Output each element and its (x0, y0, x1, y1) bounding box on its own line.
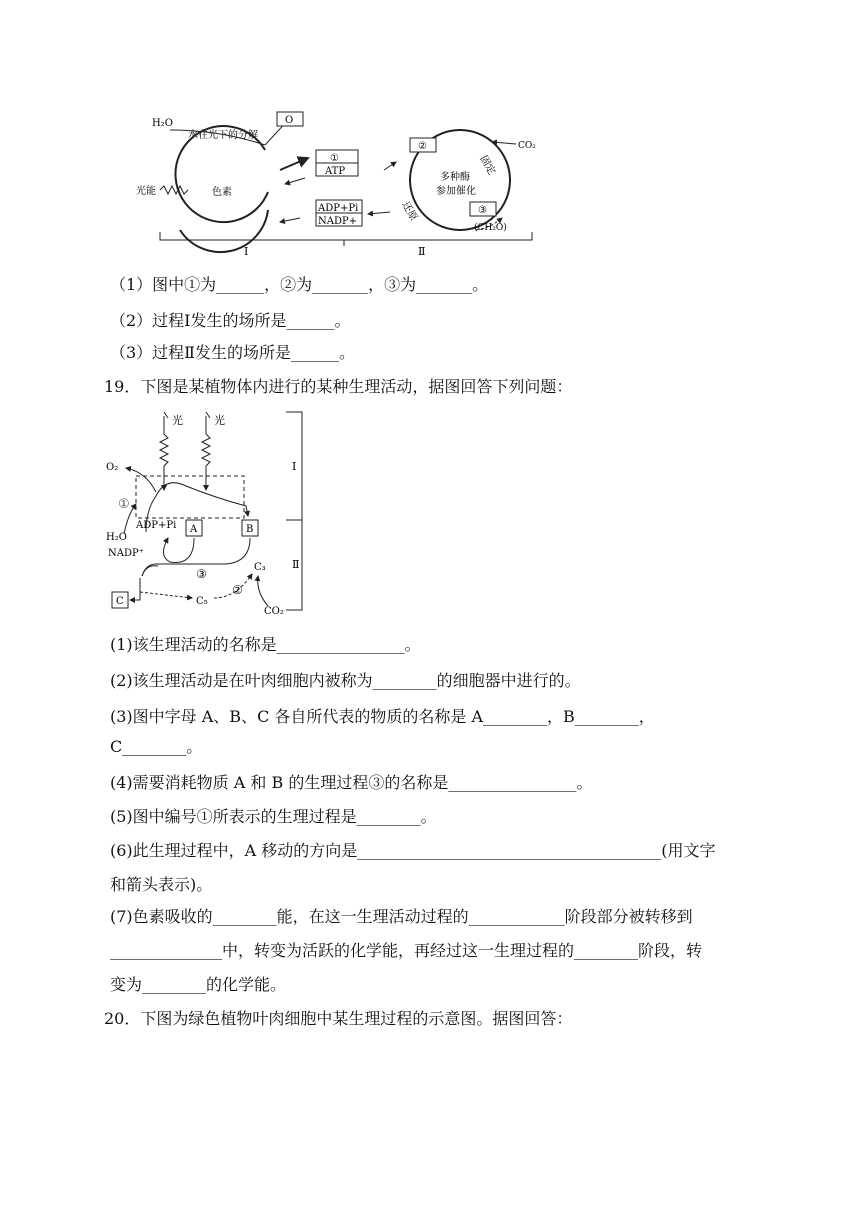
stage-2-label: Ⅱ (292, 558, 300, 571)
light-energy-label: 光能 (136, 186, 156, 197)
nadp-label: NADP⁺ (108, 548, 144, 559)
svg-text:A: A (190, 524, 198, 535)
q19-title: 19．下图是某植物体内进行的某种生理活动，据图回答下列问题： (104, 377, 573, 396)
svg-text:O: O (285, 115, 294, 126)
c3-label: C₃ (254, 562, 266, 573)
process-1-label: ① (118, 497, 130, 512)
h2o-label: H₂O (106, 532, 127, 543)
process-2-label: ② (232, 583, 243, 597)
enzyme-label-1: 多种酶 (440, 172, 470, 183)
fix-label: 固定 (477, 154, 497, 177)
light-label-1: 光 (172, 414, 183, 427)
stage-1-label: Ⅰ (292, 460, 297, 473)
co2-label: CO₂ (518, 141, 536, 151)
process-3-label: ③ (196, 567, 207, 581)
stage-2-label: Ⅱ (418, 245, 426, 258)
light-zigzag-2 (202, 416, 210, 490)
o2-label: O₂ (106, 462, 119, 473)
svg-text:ADP+Pi: ADP+Pi (318, 203, 359, 214)
q20-title: 20．下图为绿色植物叶肉细胞中某生理过程的示意图。据图回答： (104, 1009, 573, 1028)
c5-label: C₅ (196, 596, 208, 607)
q18-line-1: （1）图中①为______，②为_______，③为_______。 (110, 275, 489, 294)
stage-1-label: Ⅰ (244, 245, 249, 258)
q19-sub-5: (5)图中编号①所表示的生理过程是________。 (110, 807, 437, 826)
stage-brace (160, 232, 532, 246)
q19-sub-6b: 和箭头表示)。 (110, 875, 213, 894)
svg-text:B: B (246, 524, 254, 535)
light-zigzag-1 (160, 416, 168, 490)
q19-sub-3b: C________。 (110, 737, 203, 756)
co2-label: CO₂ (264, 606, 284, 617)
q19-sub-1: (1)该生理活动的名称是________________。 (110, 635, 421, 654)
reduce-label: 还原 (399, 200, 419, 223)
h2o-label: H₂O (152, 118, 173, 129)
svg-text:③: ③ (478, 205, 487, 216)
stage-bracket (286, 412, 302, 610)
q18-line-3: （3）过程Ⅱ发生的场所是______。 (110, 343, 356, 362)
ch2o-label: (CH₂O) (474, 223, 507, 233)
light-label-2: 光 (214, 414, 225, 427)
q19-sub-7c: 变为________的化学能。 (110, 975, 287, 994)
adp-label: ADP+Pi (136, 520, 177, 531)
pigment-label: 色素 (212, 187, 232, 198)
light-zigzag (160, 186, 188, 194)
thylakoid-dashed-box (136, 476, 244, 518)
water-split-label: 水在光下的分解 (188, 130, 258, 141)
q19-sub-7a: (7)色素吸收的________能，在这一生理活动过程的____________阶段部分被转移到 (110, 907, 693, 926)
q19-sub-3a: (3)图中字母 A、B、C 各自所代表的物质的名称是 A________，B________， (110, 707, 655, 726)
q18-line-2: （2）过程Ⅰ发生的场所是______。 (110, 311, 351, 330)
photosynthesis-diagram-2 (106, 406, 316, 616)
photosynthesis-diagram-1 (136, 100, 540, 260)
svg-text:C: C (116, 596, 124, 607)
q19-sub-4: (4)需要消耗物质 A 和 B 的生理过程③的名称是________________。 (110, 773, 593, 792)
svg-text:NADP+: NADP+ (318, 216, 358, 227)
svg-text:①: ① (330, 153, 339, 164)
atp-label: ATP (325, 166, 346, 177)
q19-sub-7b: ______________中，转变为活跃的化学能，再经过这一生理过程的________阶段，转 (110, 941, 703, 960)
enzyme-label-2: 参加催化 (436, 186, 476, 197)
q19-sub-6a: (6)此生理过程中，A 移动的方向是______________________________________(用文字 (110, 841, 716, 860)
svg-text:②: ② (418, 141, 427, 152)
q19-sub-2: (2)该生理活动是在叶肉细胞内被称为________的细胞器中进行的。 (110, 671, 581, 690)
